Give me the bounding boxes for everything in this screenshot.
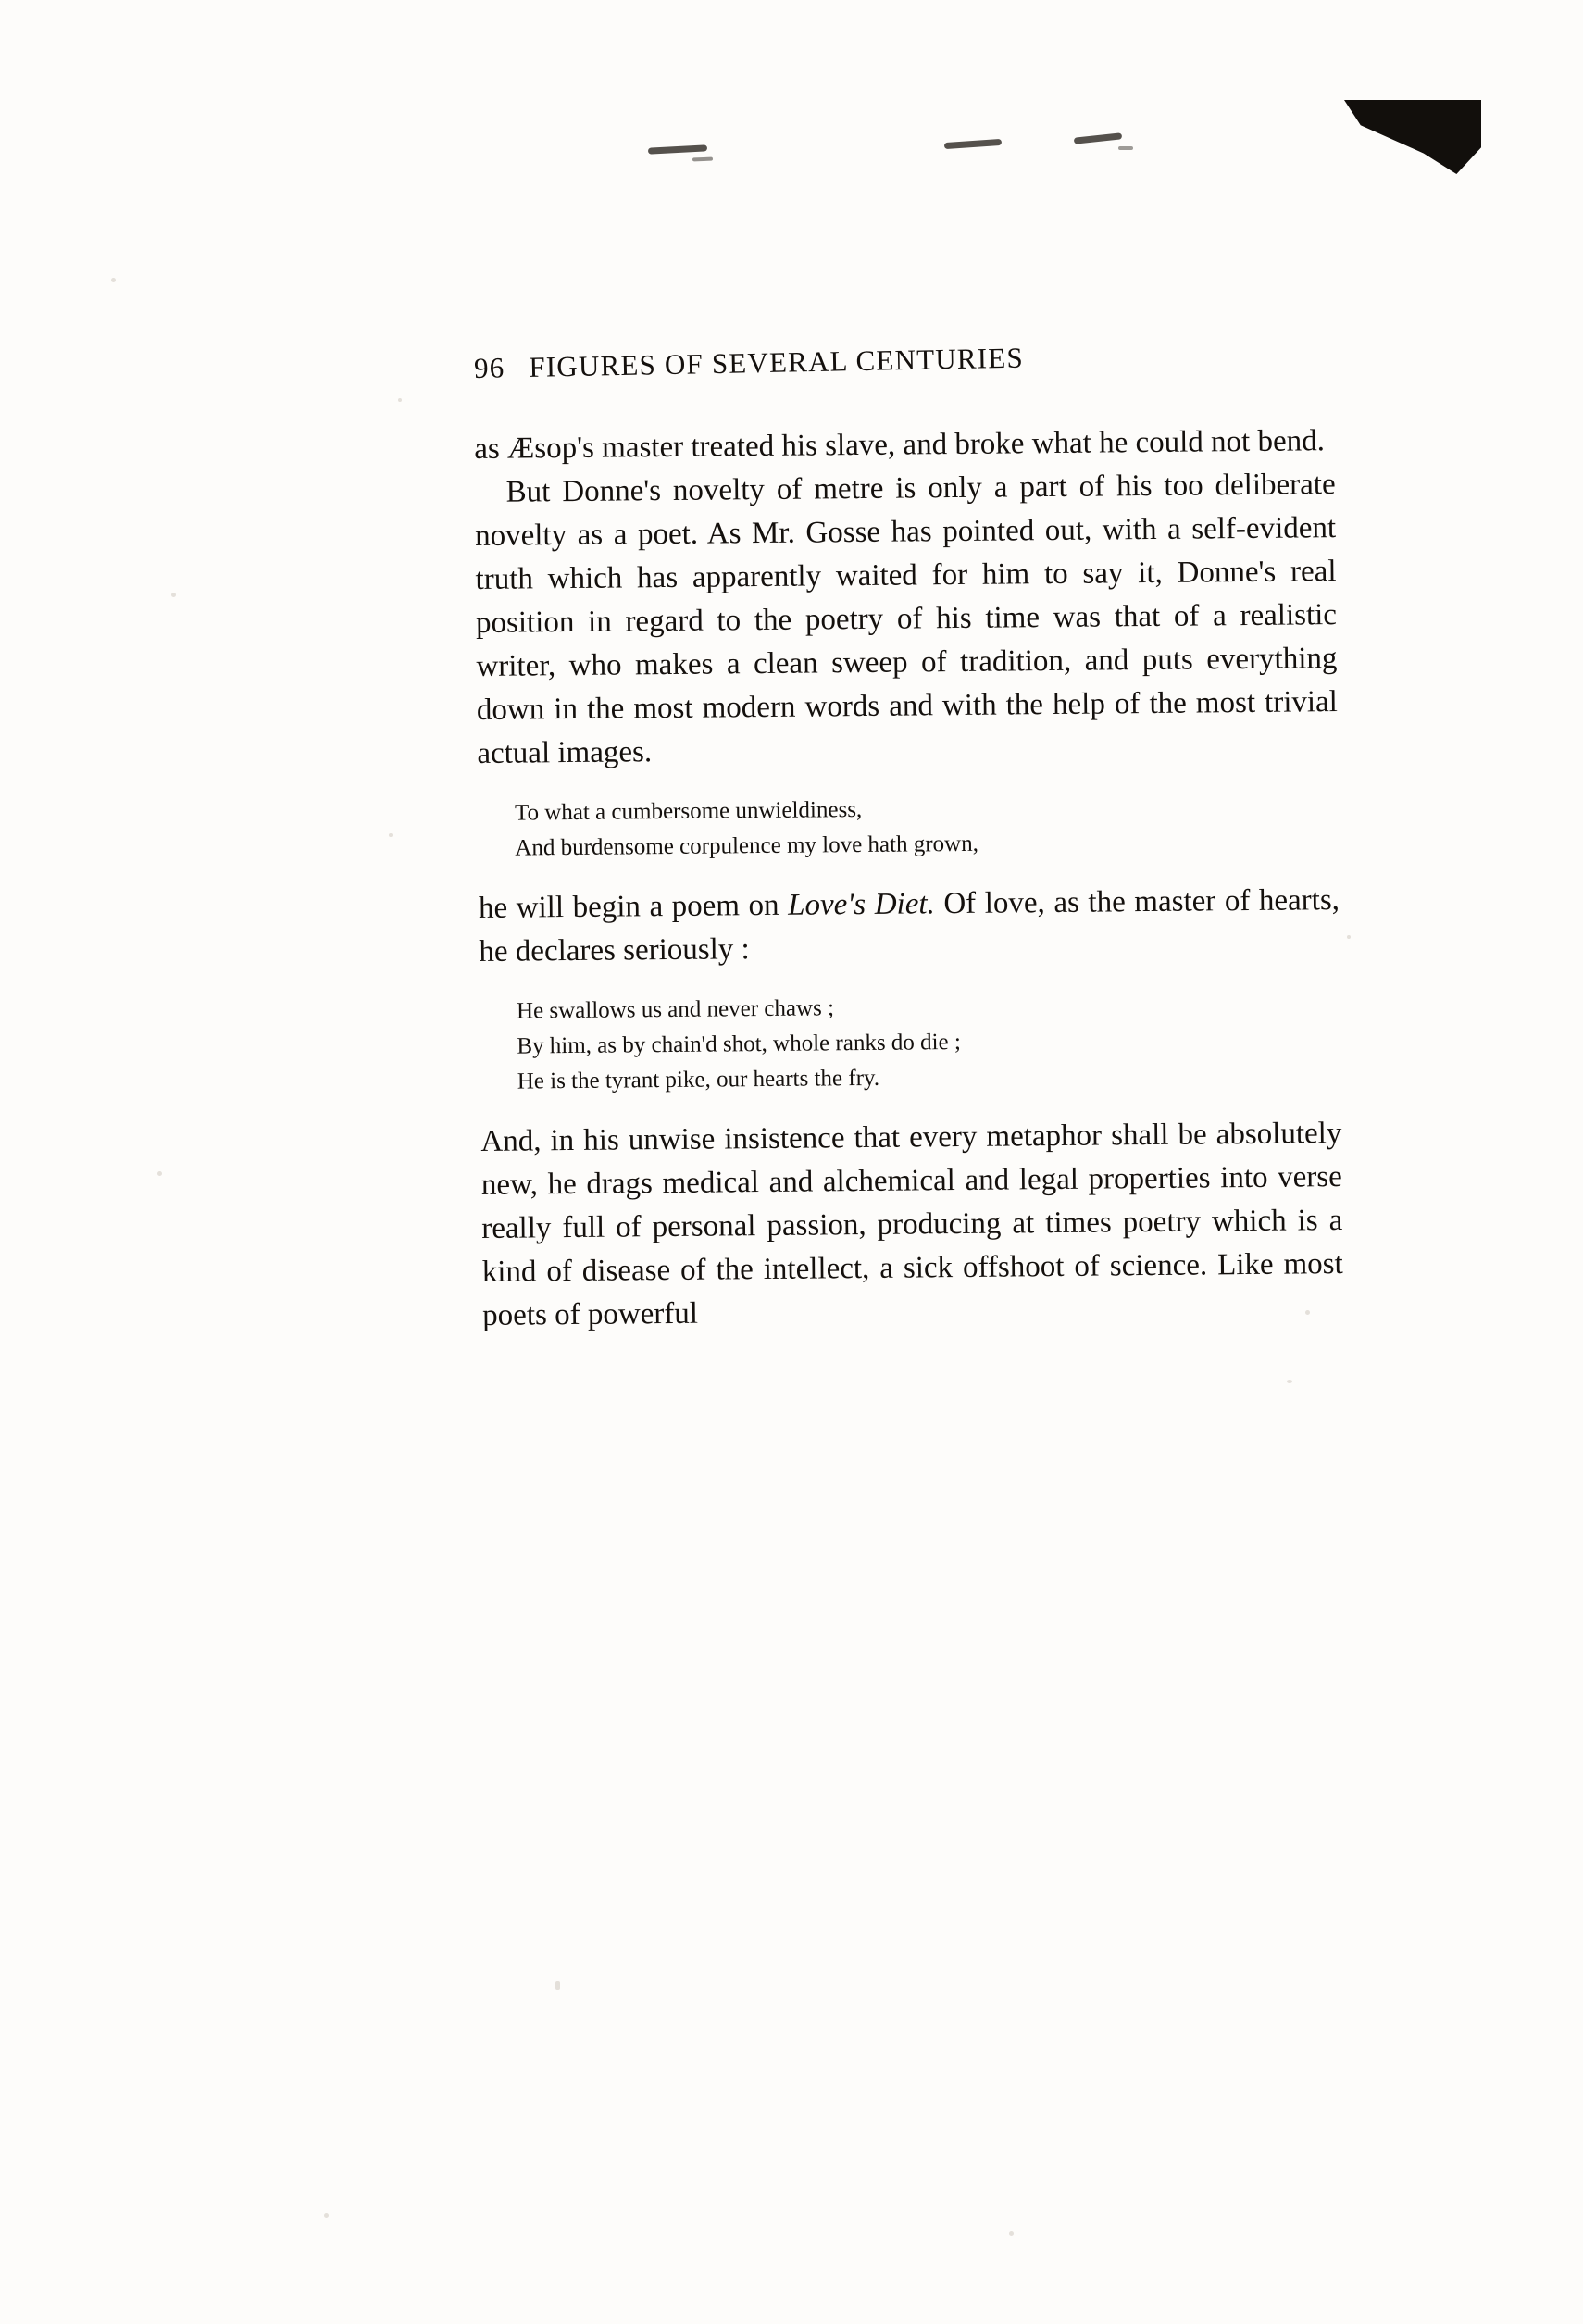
paper-speck xyxy=(157,1171,162,1176)
ink-streak xyxy=(1074,132,1122,144)
page-number: 96 xyxy=(473,351,505,384)
running-head-title: FIGURES OF SEVERAL CENTURIES xyxy=(529,341,1025,383)
work-title: Love's Diet. xyxy=(787,887,935,922)
running-head xyxy=(473,341,1335,385)
paragraph-3 xyxy=(479,879,1340,974)
paragraph-3-lead: he will begin a poem on xyxy=(478,888,789,925)
paper-speck xyxy=(1287,1380,1292,1383)
paper-speck xyxy=(1009,2231,1014,2236)
verse-line: And burdensome corpulence my love hath grown, xyxy=(515,831,979,861)
verse-quotation-1 xyxy=(515,788,1340,867)
ink-streak xyxy=(1118,146,1133,150)
ink-streak xyxy=(944,139,1002,149)
paper-speck xyxy=(111,278,116,282)
verse-line: To what a cumbersome unwieldiness, xyxy=(514,796,863,826)
ink-blot-corner xyxy=(1344,100,1481,174)
paragraph-2: But Donne's novelty of metre is only a part of his too deliberate novelty as a poet. As Mr. Gosse has pointed out, with a self-evident truth which has apparently waited for him to say it, Donne's real position in regard to the poetry of his time was that of a realistic writer, who makes a clean sweep of tradition, and puts everything down in the most modern words and with the help of the most trivial actual images. xyxy=(474,468,1339,770)
page-text-column xyxy=(473,341,1343,1338)
ink-streak xyxy=(648,144,707,154)
paper-speck xyxy=(555,1981,560,1990)
paragraph-4: And, in his unwise insistence that every metaphor shall be absolutely new, he drags medical and alchemical and legal properties into verse really full of personal passion, producing at times poetry which is a kind of disease of the intellect, a sick offshoot of science. Like most poets of powerful xyxy=(480,1117,1343,1332)
paper-speck xyxy=(324,2213,329,2218)
paper-speck xyxy=(171,593,176,597)
verse-quotation-2 xyxy=(517,986,1341,1100)
paragraph-3-tail: Of love, as the master of hearts, he declares seriously : xyxy=(479,883,1340,968)
verse-line: He swallows us and never chaws ; xyxy=(516,995,835,1024)
paper-speck xyxy=(1347,935,1351,939)
verse-line: By him, as by chain'd shot, whole ranks do die ; xyxy=(517,1029,961,1059)
verse-line: He is the tyrant pike, our hearts the fry. xyxy=(517,1065,880,1094)
ink-streak xyxy=(692,157,713,162)
paragraph-1: as Æsop's master treated his slave, and broke what he could not bend. xyxy=(474,424,1326,466)
paper-speck xyxy=(398,398,402,402)
paper-speck xyxy=(389,833,393,837)
